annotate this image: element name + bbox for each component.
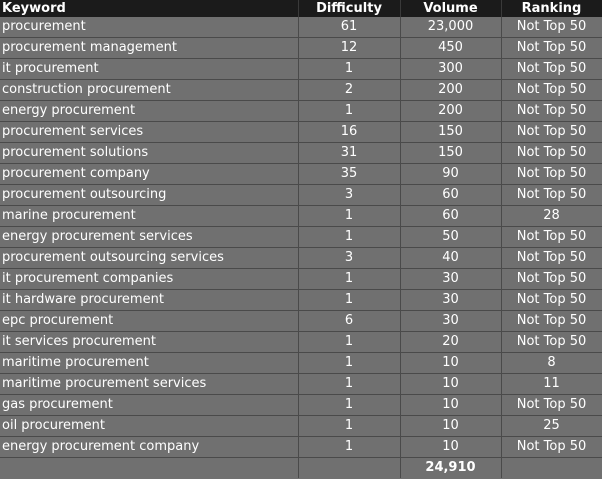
keyword-cell[interactable]: epc procurement xyxy=(0,311,298,332)
ranking-cell[interactable]: Not Top 50 xyxy=(501,395,602,416)
keyword-cell[interactable]: construction procurement xyxy=(0,80,298,101)
difficulty-cell[interactable]: 2 xyxy=(298,80,400,101)
volume-cell[interactable]: 60 xyxy=(400,185,501,206)
table-row xyxy=(0,164,602,185)
keyword-cell[interactable]: procurement outsourcing services xyxy=(0,248,298,269)
table-row xyxy=(0,143,602,164)
ranking-cell[interactable]: Not Top 50 xyxy=(501,80,602,101)
difficulty-cell[interactable]: 1 xyxy=(298,269,400,290)
volume-cell[interactable]: 200 xyxy=(400,80,501,101)
volume-cell[interactable]: 10 xyxy=(400,353,501,374)
ranking-cell[interactable]: Not Top 50 xyxy=(501,59,602,80)
table-row xyxy=(0,17,602,38)
difficulty-cell[interactable]: 1 xyxy=(298,437,400,458)
ranking-cell[interactable]: Not Top 50 xyxy=(501,437,602,458)
difficulty-cell[interactable]: 31 xyxy=(298,143,400,164)
table-row xyxy=(0,206,602,227)
volume-cell[interactable]: 50 xyxy=(400,227,501,248)
ranking-cell[interactable]: Not Top 50 xyxy=(501,17,602,38)
table-row xyxy=(0,374,602,395)
ranking-cell[interactable]: Not Top 50 xyxy=(501,332,602,353)
totals-ranking-cell[interactable] xyxy=(501,458,602,479)
table-row xyxy=(0,269,602,290)
totals-difficulty-cell[interactable] xyxy=(298,458,400,479)
table-row xyxy=(0,353,602,374)
volume-cell[interactable]: 150 xyxy=(400,122,501,143)
keyword-cell[interactable]: it procurement xyxy=(0,59,298,80)
table-header-row xyxy=(0,0,602,17)
table-row xyxy=(0,185,602,206)
ranking-cell[interactable]: 28 xyxy=(501,206,602,227)
ranking-cell[interactable]: Not Top 50 xyxy=(501,38,602,59)
ranking-cell[interactable]: 8 xyxy=(501,353,602,374)
table-row xyxy=(0,416,602,437)
keyword-cell[interactable]: maritime procurement services xyxy=(0,374,298,395)
keyword-header[interactable]: Keyword xyxy=(0,0,298,17)
keyword-cell[interactable]: energy procurement company xyxy=(0,437,298,458)
table-row xyxy=(0,122,602,143)
ranking-cell[interactable]: Not Top 50 xyxy=(501,227,602,248)
table-row xyxy=(0,290,602,311)
difficulty-cell[interactable]: 61 xyxy=(298,17,400,38)
table-row xyxy=(0,80,602,101)
difficulty-cell[interactable]: 1 xyxy=(298,101,400,122)
volume-cell[interactable]: 30 xyxy=(400,311,501,332)
volume-cell[interactable]: 10 xyxy=(400,395,501,416)
volume-cell[interactable]: 23,000 xyxy=(400,17,501,38)
table-row xyxy=(0,101,602,122)
volume-cell[interactable]: 60 xyxy=(400,206,501,227)
difficulty-cell[interactable]: 6 xyxy=(298,311,400,332)
difficulty-cell[interactable]: 1 xyxy=(298,353,400,374)
volume-cell[interactable]: 30 xyxy=(400,290,501,311)
difficulty-cell[interactable]: 1 xyxy=(298,59,400,80)
ranking-cell[interactable]: Not Top 50 xyxy=(501,122,602,143)
difficulty-cell[interactable]: 16 xyxy=(298,122,400,143)
table-row xyxy=(0,227,602,248)
table-row xyxy=(0,311,602,332)
difficulty-cell[interactable]: 3 xyxy=(298,185,400,206)
keyword-cell[interactable]: it procurement companies xyxy=(0,269,298,290)
table-row xyxy=(0,248,602,269)
volume-cell[interactable]: 20 xyxy=(400,332,501,353)
ranking-header[interactable]: Ranking xyxy=(501,0,602,17)
ranking-cell[interactable]: Not Top 50 xyxy=(501,164,602,185)
keyword-cell[interactable]: procurement management xyxy=(0,38,298,59)
volume-cell[interactable]: 10 xyxy=(400,374,501,395)
volume-header[interactable]: Volume xyxy=(400,0,501,17)
difficulty-cell[interactable]: 1 xyxy=(298,290,400,311)
total-volume-cell[interactable]: 24,910 xyxy=(400,458,501,479)
difficulty-cell[interactable]: 1 xyxy=(298,332,400,353)
table-row xyxy=(0,332,602,353)
difficulty-cell[interactable]: 1 xyxy=(298,206,400,227)
volume-cell[interactable]: 10 xyxy=(400,416,501,437)
table-row xyxy=(0,437,602,458)
totals-row xyxy=(0,458,602,479)
difficulty-cell[interactable]: 35 xyxy=(298,164,400,185)
keyword-cell[interactable]: oil procurement xyxy=(0,416,298,437)
totals-keyword-cell[interactable] xyxy=(0,458,298,479)
volume-cell[interactable]: 10 xyxy=(400,437,501,458)
difficulty-cell[interactable]: 12 xyxy=(298,38,400,59)
ranking-cell[interactable]: Not Top 50 xyxy=(501,248,602,269)
ranking-cell[interactable]: 11 xyxy=(501,374,602,395)
difficulty-header[interactable]: Difficulty xyxy=(298,0,400,17)
difficulty-cell[interactable]: 1 xyxy=(298,416,400,437)
table-row xyxy=(0,38,602,59)
volume-cell[interactable]: 40 xyxy=(400,248,501,269)
volume-cell[interactable]: 30 xyxy=(400,269,501,290)
volume-cell[interactable]: 300 xyxy=(400,59,501,80)
ranking-cell[interactable]: Not Top 50 xyxy=(501,185,602,206)
ranking-cell[interactable]: Not Top 50 xyxy=(501,143,602,164)
table-row xyxy=(0,395,602,416)
keyword-cell[interactable]: maritime procurement xyxy=(0,353,298,374)
keyword-cell[interactable]: procurement xyxy=(0,17,298,38)
keyword-cell[interactable]: gas procurement xyxy=(0,395,298,416)
volume-cell[interactable]: 150 xyxy=(400,143,501,164)
ranking-cell[interactable]: 25 xyxy=(501,416,602,437)
ranking-cell[interactable]: Not Top 50 xyxy=(501,311,602,332)
keyword-cell[interactable]: it services procurement xyxy=(0,332,298,353)
volume-cell[interactable]: 200 xyxy=(400,101,501,122)
keyword-cell[interactable]: it hardware procurement xyxy=(0,290,298,311)
table-row xyxy=(0,59,602,80)
difficulty-cell[interactable]: 1 xyxy=(298,374,400,395)
table-body xyxy=(0,17,602,458)
ranking-cell[interactable]: Not Top 50 xyxy=(501,269,602,290)
difficulty-cell[interactable]: 1 xyxy=(298,227,400,248)
difficulty-cell[interactable]: 1 xyxy=(298,395,400,416)
keyword-cell[interactable]: procurement company xyxy=(0,164,298,185)
keyword-cell[interactable]: procurement outsourcing xyxy=(0,185,298,206)
keyword-cell[interactable]: energy procurement services xyxy=(0,227,298,248)
ranking-cell[interactable]: Not Top 50 xyxy=(501,290,602,311)
volume-cell[interactable]: 450 xyxy=(400,38,501,59)
keyword-cell[interactable]: procurement solutions xyxy=(0,143,298,164)
volume-cell[interactable]: 90 xyxy=(400,164,501,185)
keyword-cell[interactable]: energy procurement xyxy=(0,101,298,122)
keyword-cell[interactable]: procurement services xyxy=(0,122,298,143)
ranking-cell[interactable]: Not Top 50 xyxy=(501,101,602,122)
keyword-cell[interactable]: marine procurement xyxy=(0,206,298,227)
difficulty-cell[interactable]: 3 xyxy=(298,248,400,269)
